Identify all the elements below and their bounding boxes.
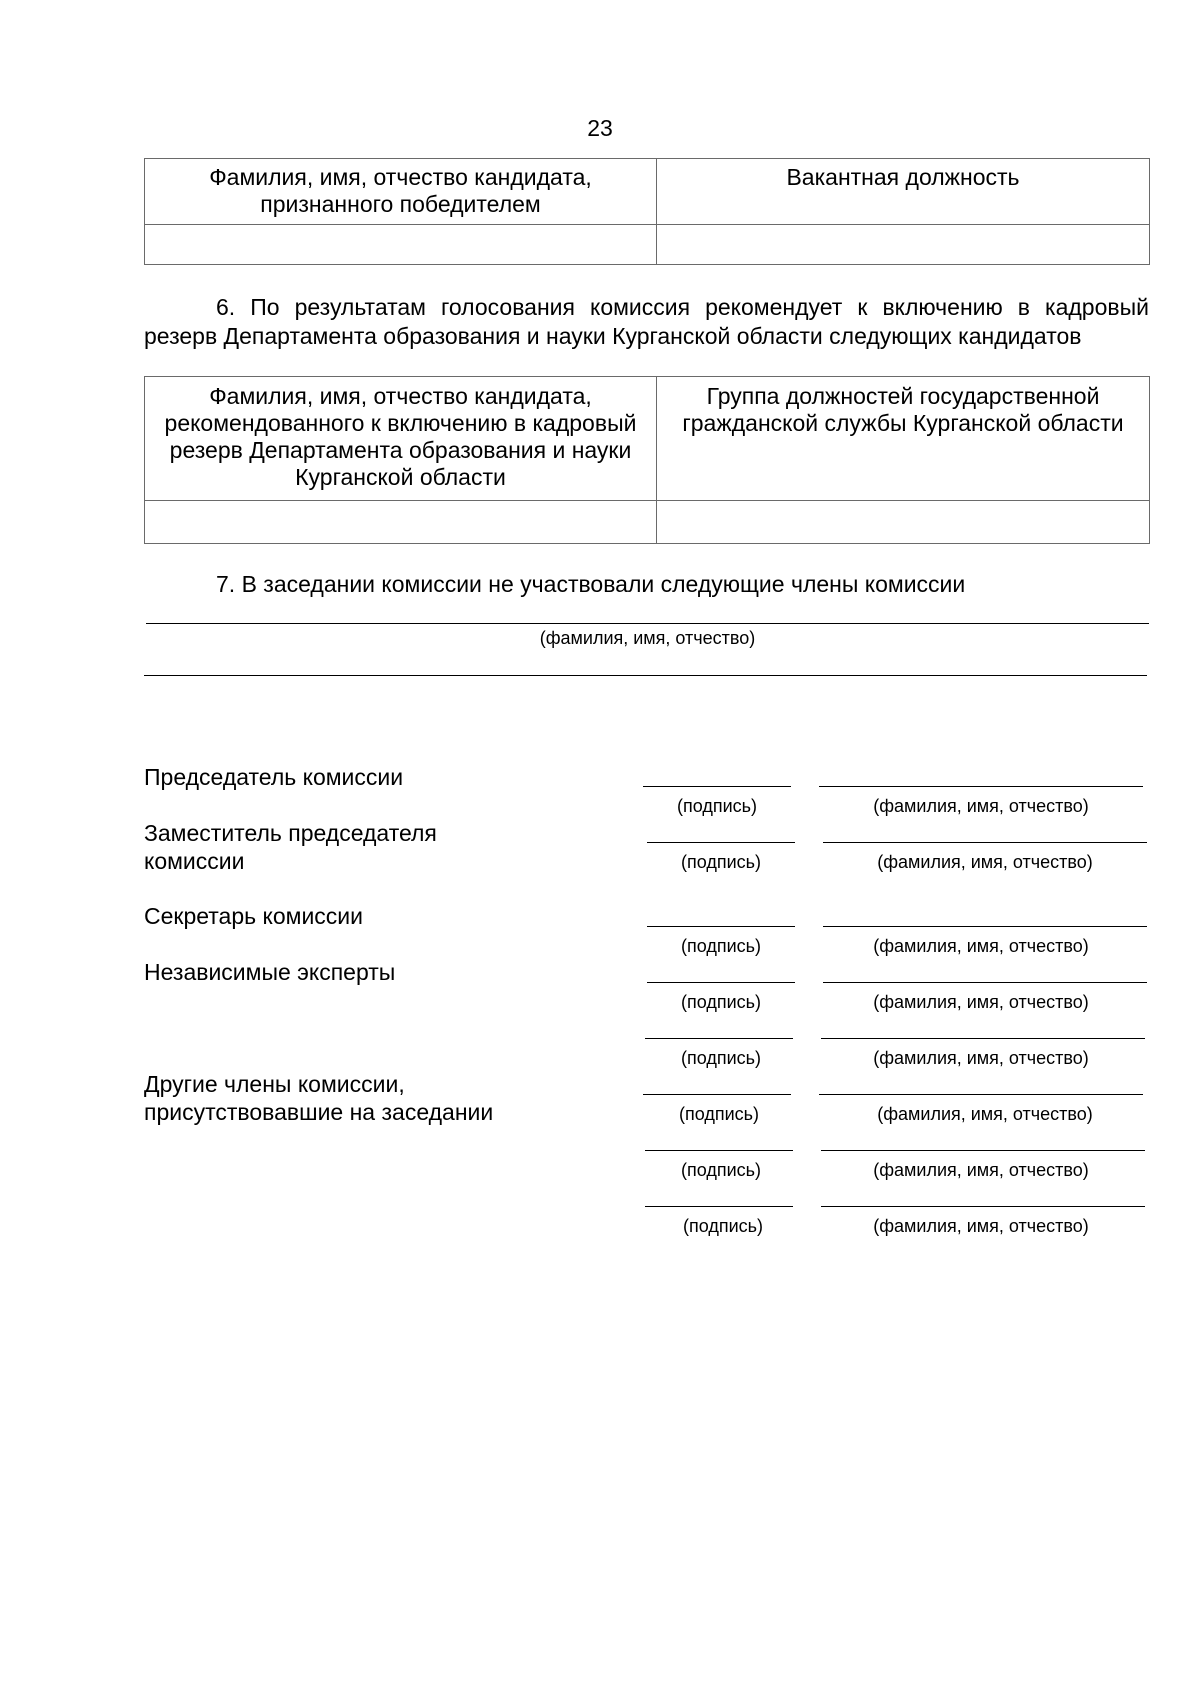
table-cell: [145, 225, 657, 265]
absent-members-line-2: [144, 675, 1147, 676]
signature-caption: (подпись): [682, 1216, 764, 1236]
name-caption: (фамилия, имя, отчество): [877, 852, 1093, 872]
name-caption: (фамилия, имя, отчество): [873, 1160, 1089, 1180]
paragraph-6: 6. По результатам голосования комиссия рекомендует к включению в кадровый резерв Департамента образования и науки Курганской области следующих кандидатов: [144, 294, 1149, 349]
table-header-row: [145, 159, 1150, 225]
name-caption: (фамилия, имя, отчество): [873, 936, 1089, 956]
absent-members-line: [146, 623, 1149, 624]
role-deputy-line2: комиссии: [144, 848, 245, 874]
signature-caption: (подпись): [680, 936, 762, 956]
role-secretary: Секретарь комиссии: [144, 903, 363, 929]
signature-caption: (подпись): [680, 992, 762, 1012]
signature-line: [643, 786, 791, 787]
name-line: [823, 926, 1147, 927]
name-line: [821, 1150, 1145, 1151]
role-experts: Независимые эксперты: [144, 959, 396, 985]
table-header-cell: Фамилия, имя, отчество кандидата, рекомендованного к включению в кадровый резерв Департамента образования и науки Курганской области: [145, 377, 657, 501]
table-cell: [145, 501, 657, 544]
role-deputy-line1: Заместитель председателя: [144, 820, 437, 846]
table-cell: [657, 225, 1150, 265]
name-caption: (фамилия, имя, отчество): [877, 1104, 1093, 1124]
signature-caption: (подпись): [676, 796, 758, 816]
signature-line: [647, 842, 795, 843]
table-cell: [657, 501, 1150, 544]
signature-caption: (подпись): [680, 1048, 762, 1068]
table-header-cell: Группа должностей государственной гражданской службы Курганской области: [657, 377, 1150, 501]
role-chairman: Председатель комиссии: [144, 764, 404, 790]
name-line: [819, 1094, 1143, 1095]
signature-caption: (подпись): [678, 1104, 760, 1124]
name-caption: (фамилия, имя, отчество): [873, 1048, 1089, 1068]
absent-members-caption: (фамилия, имя, отчество): [539, 628, 756, 648]
table-header-cell: Фамилия, имя, отчество кандидата, признанного победителем: [145, 159, 657, 225]
signature-line: [645, 1150, 793, 1151]
winner-table: [144, 158, 1150, 265]
name-line: [821, 1206, 1145, 1207]
table-row: [145, 501, 1150, 544]
name-caption: (фамилия, имя, отчество): [873, 1216, 1089, 1236]
reserve-table: [144, 376, 1150, 544]
name-caption: (фамилия, имя, отчество): [873, 796, 1089, 816]
name-caption: (фамилия, имя, отчество): [873, 992, 1089, 1012]
role-others-line1: Другие члены комиссии,: [144, 1071, 405, 1097]
name-line: [821, 1038, 1145, 1039]
signature-line: [645, 1206, 793, 1207]
signature-line: [643, 1094, 791, 1095]
name-line: [823, 842, 1147, 843]
signature-caption: (подпись): [680, 1160, 762, 1180]
name-line: [823, 982, 1147, 983]
table-header-row: [145, 377, 1150, 501]
page-number: 23: [587, 115, 613, 141]
signature-caption: (подпись): [680, 852, 762, 872]
paragraph-7: 7. В заседании комиссии не участвовали следующие члены комиссии: [216, 571, 966, 597]
role-others-line2: присутствовавшие на заседании: [144, 1099, 494, 1125]
table-row: [145, 225, 1150, 265]
signature-line: [647, 926, 795, 927]
signature-line: [647, 982, 795, 983]
signature-line: [645, 1038, 793, 1039]
name-line: [819, 786, 1143, 787]
table-header-cell: Вакантная должность: [657, 159, 1150, 225]
